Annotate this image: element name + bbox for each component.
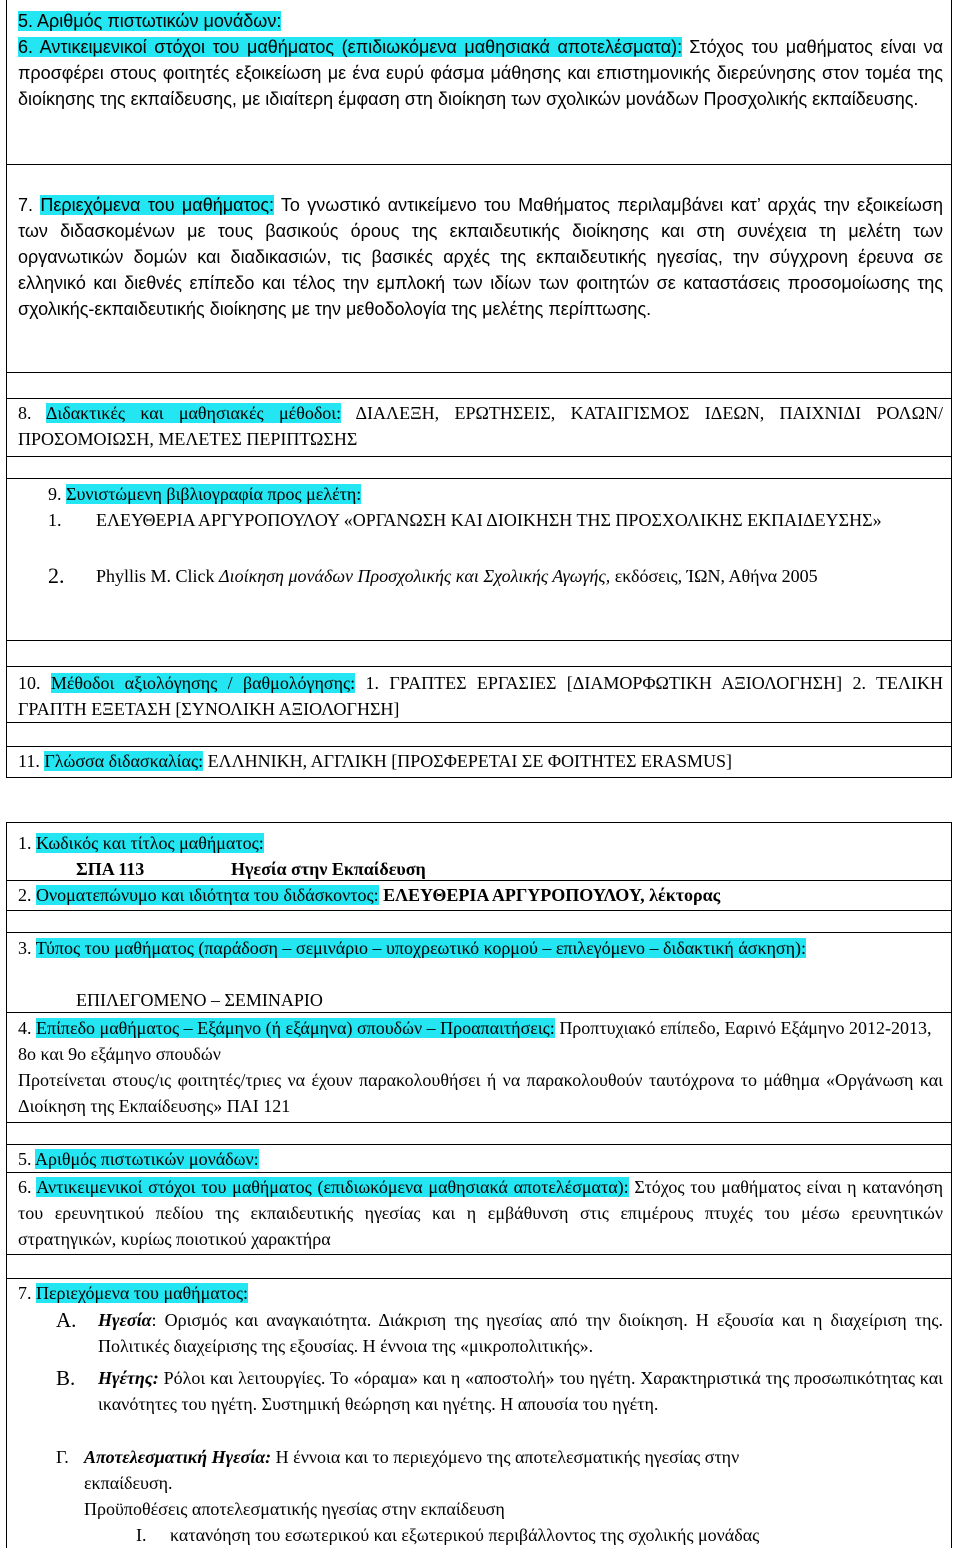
divider (6, 1012, 952, 1013)
b2-a-mark: A. (56, 1308, 77, 1332)
b1-bib1 (48, 507, 928, 533)
b2-s5-num: 5. (18, 1149, 32, 1169)
b2-s3-text: ΕΠΙΛΕΓΟΜΕΝΟ – ΣΕΜΙΝΑΡΙΟ (76, 990, 323, 1010)
b2-g-sub-text: Προϋποθέσεις αποτελεσματικής ηγεσίας στην εκπαίδευση (84, 1499, 505, 1519)
b1-bib2-title: Διοίκηση μονάδων Προσχολικής και Σχολικής Αγωγής, (219, 566, 611, 586)
b1-s6-num: 6. (18, 37, 34, 57)
b1-bib2-num: 2. (48, 563, 65, 588)
b1-s7-text: Το γνωστικό αντικείμενο του Μαθήματος περιλαμβάνει κατ’ αρχάς την εξοικείωση των διδασκομένων με τους βασικούς όρους της εκπαιδευτικής διοίκησης και στη συνέχεια τη μελέτη των οργανωτικών δομών και διαδικασιών, τις βασικές αρχές της εκπαιδευτικής ηγεσίας, την σύγχρονη έρευνα σε ελληνικό και διεθνές επίπεδο και τέλος την εμπλοκή των ιδίων των φοιτητών σε καταστάσεις προσομοίωσης της σχολικής-εκπαιδευτικής διοίκησης με την μεθοδολογία της μελέτης περίπτωσης. (18, 195, 943, 319)
b1-bib2-author: Phyllis M. Click (96, 566, 215, 586)
b2-s2-num: 2. (18, 885, 32, 905)
b1-s8 (18, 400, 943, 452)
b2-item-i (136, 1522, 946, 1548)
b1-s7 (18, 192, 943, 322)
b2-s2-text: ΕΛΕΥΘΕΡΙΑ ΑΡΓΥΡΟΠΟΥΛΟΥ, λέκτορας (383, 885, 721, 905)
b2-s5-label: Αριθμός πιστωτικών μονάδων: (35, 1149, 259, 1169)
b1-s6-text: Στόχος του μαθήματος είναι να προσφέρει στους φοιτητές εξοικείωση με ένα ευρύ φάσμα μάθησης και επιστημονικής διερεύνησης στον τομέα της διοίκησης της εκπαίδευσης, με ιδιαίτερη έμφαση στη διοίκηση των σχολικών μονάδων Προσχολικής εκπαίδευσης. (18, 37, 943, 109)
b2-s2-label: Ονοματεπώνυμο και ιδιότητα του διδάσκοντος: (36, 885, 379, 905)
divider (6, 164, 952, 165)
divider (6, 746, 952, 747)
b2-s3 (18, 935, 943, 961)
b1-bib2-pub: εκδόσεις, ΊΩΝ, Αθήνα 2005 (614, 566, 818, 586)
divider (6, 722, 952, 723)
b2-s1 (18, 830, 943, 856)
b2-s1-num: 1. (18, 833, 32, 853)
b2-s1-course (76, 856, 936, 882)
b2-s3-num: 3. (18, 938, 32, 958)
b2-i-mark: I. (136, 1525, 147, 1545)
b1-s9 (48, 481, 928, 507)
divider (6, 1172, 952, 1173)
b1-s10-label: Μέθοδοι αξιολόγησης / βαθμολόγησης: (50, 673, 356, 693)
b2-s2 (18, 882, 943, 908)
b2-s1-label: Κωδικός και τίτλος μαθήματος: (36, 833, 264, 853)
block1-frame (6, 0, 952, 778)
b1-s7-num: 7. (18, 195, 34, 215)
b2-s6-label: Αντικειμενικοί στόχοι του μαθήματος (επιδιωκόμενα μαθησιακά αποτελέσματα): (36, 1177, 629, 1197)
b2-s7 (18, 1280, 943, 1306)
b2-s6-text: Στόχος του μαθήματος είναι η κατανόηση του ερευνητικού πεδίου της εκπαιδευτικής ηγεσίας και η εμβάθυνση στις επιμέρους πτυχές του μέσω ερευνητικών στρατηγικών, κυρίως ποιοτικού χαρακτήρα (18, 1177, 943, 1249)
b2-s6 (18, 1174, 943, 1252)
b2-s6-num: 6. (18, 1177, 32, 1197)
b2-b-mark: B. (56, 1366, 76, 1390)
divider (6, 910, 952, 911)
b1-s11 (18, 748, 943, 774)
b1-s10-num: 10. (18, 673, 41, 693)
b2-s4-text: Προπτυχιακό επίπεδο, Εαρινό Εξάμηνο 2012-2013, 8ο και 9ο εξάμηνο σπουδών (18, 1018, 932, 1064)
divider (6, 478, 952, 479)
divider (6, 666, 952, 667)
b1-s10-text: 1. ΓΡΑΠΤΕΣ ΕΡΓΑΣΙΕΣ [ΔΙΑΜΟΡΦΩΤΙΚΗ ΑΞΙΟΛΟΓΗΣΗ] 2. ΤΕΛΙΚΗ ΓΡΑΠΤΗ ΕΞΕΤΑΣΗ [ΣΥΝΟΛΙΚΗ ΑΞΙΟΛΟΓΗΣΗ] (18, 673, 943, 719)
b1-s9-num: 9. (48, 484, 62, 504)
divider (6, 880, 952, 881)
divider (6, 777, 952, 778)
b1-s5-label: 5. Αριθμός πιστωτικών μονάδων: (18, 11, 282, 31)
b1-s11-label: Γλώσσα διδασκαλίας: (44, 751, 204, 771)
b2-s4-text2: Προτείνεται στους/ις φοιτητές/τριες να έχουν παρακολουθήσει ή να παρακολουθούν ταυτόχρονα το μάθημα «Οργάνωση και Διοίκηση της Εκπαίδευσης» ΠΑΙ 121 (18, 1070, 943, 1116)
b2-b-term: Ηγέτης: (98, 1368, 159, 1388)
b2-s3-label: Τύπος του μαθήματος (παράδοση – σεμινάριο – υποχρεωτικό κορμού – επιλεγόμενο – διδακτική άσκηση): (35, 938, 807, 958)
divider (6, 1278, 952, 1279)
divider (6, 372, 952, 373)
b2-s7-label: Περιεχόμενα του μαθήματος: (36, 1283, 249, 1303)
b1-s7-label: Περιεχόμενα του μαθήματος: (40, 195, 275, 215)
b1-bib1-text: ΕΛΕΥΘΕΡΙΑ ΑΡΓΥΡΟΠΟΥΛΟΥ «ΟΡΓΑΝΩΣΗ ΚΑΙ ΔΙΟΙΚΗΣΗ ΤΗΣ ΠΡΟΣΧΟΛΙΚΗΣ ΕΚΠΑΙΔΕΥΣΗΣ» (96, 510, 882, 530)
b2-item-g (56, 1444, 946, 1496)
b1-s6 (18, 34, 943, 112)
b2-g-text: Η έννοια και το περιεχόμενο της αποτελεσματικής ηγεσίας στην εκπαίδευση. (84, 1447, 740, 1493)
b2-s3-value (76, 987, 936, 1013)
divider (6, 456, 952, 457)
divider (6, 1122, 952, 1123)
b2-i-text: κατανόηση του εσωτερικού και εξωτερικού περιβάλλοντος της σχολικής μονάδας (170, 1525, 760, 1545)
b2-g-sub (84, 1496, 944, 1522)
b2-s4 (18, 1015, 943, 1067)
divider (6, 398, 952, 399)
b1-s10 (18, 670, 943, 722)
b2-item-b (56, 1365, 946, 1417)
b1-bib1-num: 1. (48, 510, 62, 530)
divider (6, 640, 952, 641)
b2-g-term: Αποτελεσματική Ηγεσία: (84, 1447, 272, 1467)
b1-s11-num: 11. (18, 751, 40, 771)
b2-item-a (56, 1307, 946, 1359)
b1-s8-label: Διδακτικές και μαθησιακές μέθοδοι: (45, 403, 342, 423)
b2-s4-num: 4. (18, 1018, 32, 1038)
divider (6, 822, 952, 823)
b1-bib2 (48, 563, 928, 590)
divider (6, 1144, 952, 1145)
b1-s8-num: 8. (18, 403, 32, 423)
b1-s5 (18, 8, 943, 34)
b1-s11-text: ΕΛΛΗΝΙΚΗ, ΑΓΓΛΙΚΗ [ΠΡΟΣΦΕΡΕΤΑΙ ΣΕ ΦΟΙΤΗΤΕΣ ERASMUS] (207, 751, 733, 771)
b1-s6-label: Αντικειμενικοί στόχοι του μαθήματος (επιδιωκόμενα μαθησιακά αποτελέσματα): (39, 37, 683, 57)
b1-s8-text: ΔΙΑΛΕΞΗ, ΕΡΩΤΗΣΕΙΣ, ΚΑΤΑΙΓΙΣΜΟΣ ΙΔΕΩΝ, ΠΑΙΧΝΙΔΙ ΡΟΛΩΝ/ΠΡΟΣΟΜΟΙΩΣΗ, ΜΕΛΕΤΕΣ ΠΕΡΙΠΤΩΣΗΣ (18, 403, 943, 449)
b2-a-text: : Ορισμός και αναγκαιότητα. Διάκριση της ηγεσίας από την διοίκηση. Η εξουσία και η διαχείριση της. Πολιτικές διαχείρισης της εξουσίας. Η έννοια της «μικροπολιτικής». (98, 1310, 943, 1356)
b2-a-term: Ηγεσία (98, 1310, 152, 1330)
divider (6, 932, 952, 933)
divider (6, 1254, 952, 1255)
b1-s9-label: Συνιστώμενη βιβλιογραφία προς μελέτη: (66, 484, 362, 504)
b2-s5 (18, 1146, 943, 1172)
b2-s4-label: Επίπεδο μαθήματος – Εξάμηνο (ή εξάμηνα) σπουδών – Προαπαιτήσεις: (36, 1018, 555, 1038)
b2-g-mark: Γ. (56, 1447, 69, 1467)
b2-s1-title: Ηγεσία στην Εκπαίδευση (231, 859, 426, 879)
b2-s7-num: 7. (18, 1283, 32, 1303)
b2-s4-note (18, 1067, 943, 1119)
b2-s1-code: ΣΠΑ 113 (76, 859, 145, 879)
b2-b-text: Ρόλοι και λειτουργίες. Το «όραμα» και η «αποστολή» του ηγέτη. Χαρακτηριστικά της προσωπικότητας και ικανότητες του ηγέτη. Συστημική θεώρηση και ηγέτης. Η απουσία του ηγέτη. (98, 1368, 943, 1414)
